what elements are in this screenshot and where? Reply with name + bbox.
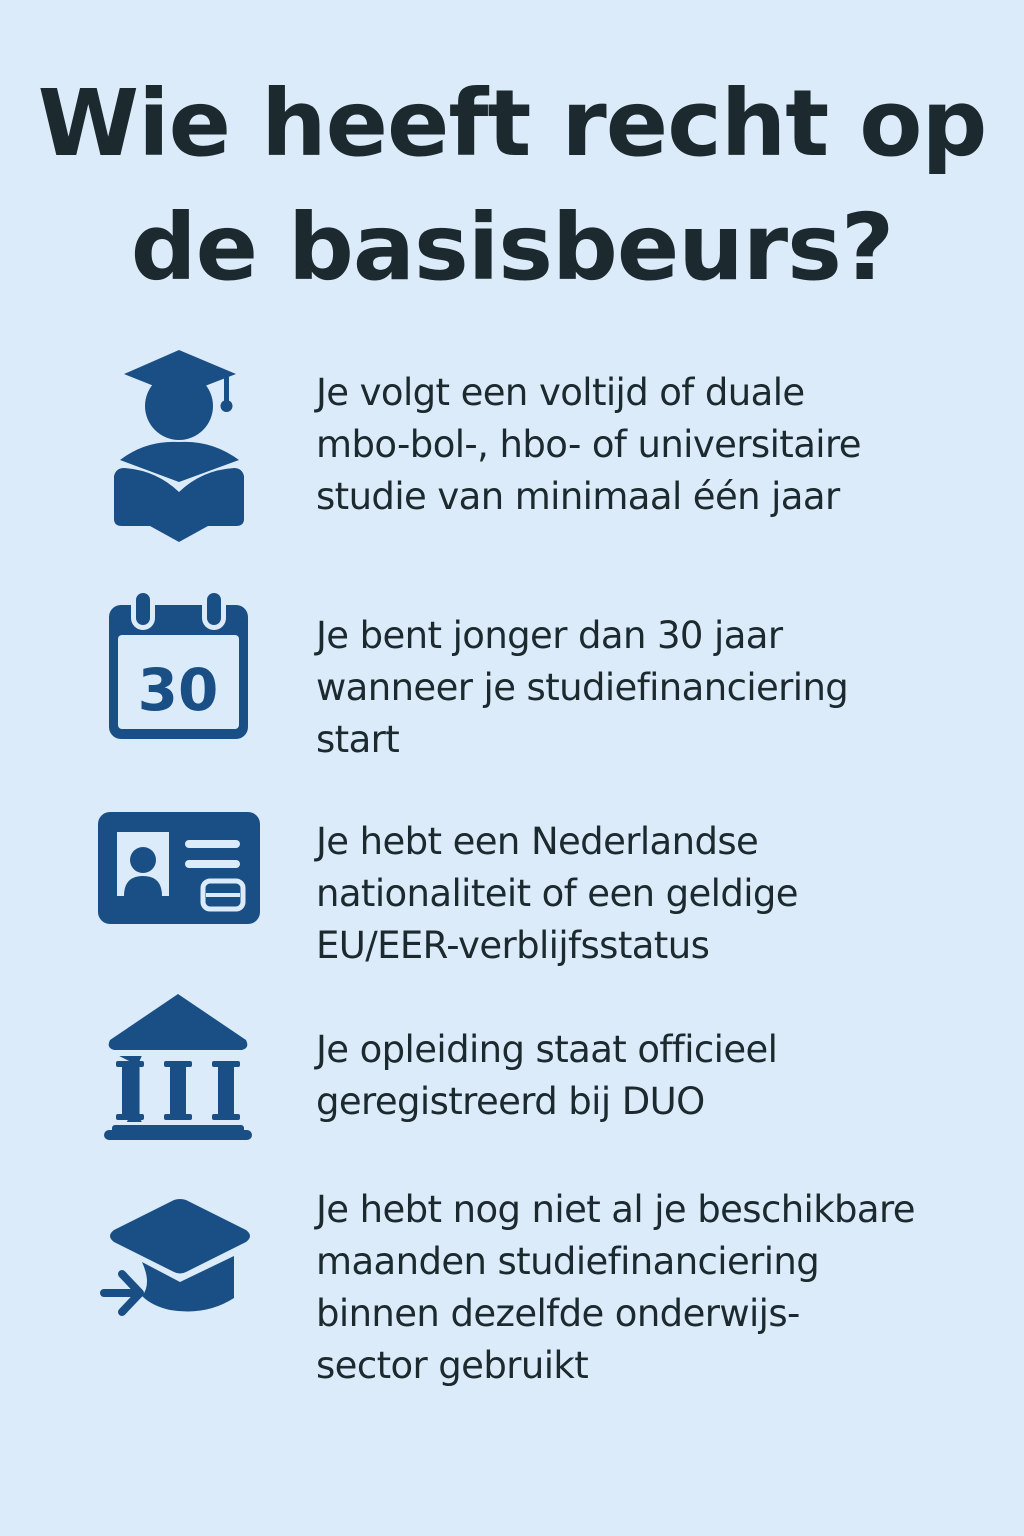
criterion-text bbox=[316, 367, 861, 523]
text-line: sector gebruikt bbox=[316, 1344, 589, 1387]
text-line: geregistreerd bij DUO bbox=[316, 1080, 705, 1123]
institution-icon bbox=[104, 992, 270, 1140]
student-reading-icon bbox=[96, 344, 262, 544]
page-title bbox=[0, 62, 1024, 310]
id-card-icon bbox=[98, 812, 264, 924]
text-line: Je bent jonger dan 30 jaar bbox=[316, 614, 783, 657]
criterion-text bbox=[316, 1024, 777, 1128]
text-line: mbo-bol-, hbo- of universitaire bbox=[316, 423, 861, 466]
text-line: Je hebt nog niet al je beschikbare bbox=[316, 1188, 915, 1231]
title-line: Wie heeft recht op bbox=[37, 70, 987, 177]
calendar-number: 30 bbox=[137, 656, 219, 724]
text-line: Je hebt een Nederlandse bbox=[316, 820, 759, 863]
text-line: start bbox=[316, 718, 400, 761]
text-line: Je opleiding staat officieel bbox=[316, 1028, 778, 1071]
text-line: binnen dezelfde onderwijs- bbox=[316, 1292, 800, 1335]
text-line: studie van minimaal één jaar bbox=[316, 475, 840, 518]
text-line: maanden studiefinanciering bbox=[316, 1240, 820, 1283]
criterion-text bbox=[316, 816, 798, 972]
text-line: Je volgt een voltijd of duale bbox=[316, 371, 805, 414]
calendar-icon bbox=[106, 590, 272, 740]
text-line: EU/EER-verblijfsstatus bbox=[316, 924, 710, 967]
criterion-text bbox=[316, 610, 848, 766]
graduation-cap-arrow-icon bbox=[96, 1198, 262, 1318]
criterion-text bbox=[316, 1184, 915, 1392]
title-line: de basisbeurs? bbox=[130, 194, 894, 301]
text-line: wanneer je studiefinanciering bbox=[316, 666, 849, 709]
text-line: nationaliteit of een geldige bbox=[316, 872, 798, 915]
